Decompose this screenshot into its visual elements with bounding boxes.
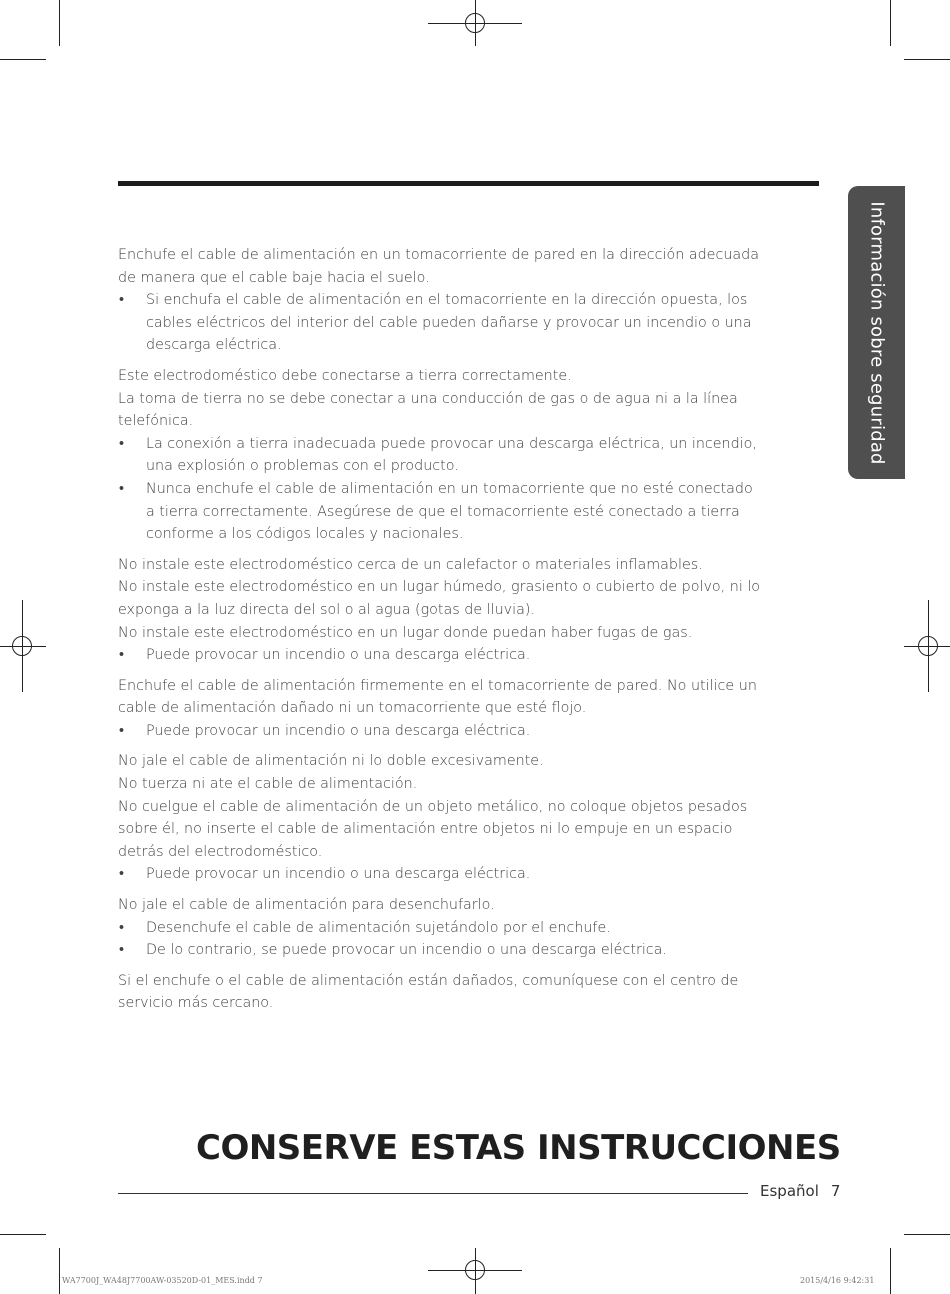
- header-rule: [118, 181, 819, 186]
- crop-mark: [0, 1234, 46, 1235]
- crop-mark: [59, 0, 60, 46]
- bullet-item: [118, 644, 818, 667]
- text-line: Si el enchufe o el cable de alimentación están dañados, comuníquese con el centro de: [118, 972, 739, 989]
- text-line: Enchufe el cable de alimentación en un tomacorriente de pared en la dirección adecuada: [118, 247, 759, 263]
- bullet-icon: •: [119, 866, 125, 883]
- bullet-item: [118, 939, 818, 962]
- text-line: No instale este electrodoméstico cerca de un calefactor o materiales inflamables.: [118, 556, 703, 573]
- imprint-filename: WA7700J_WA48J7700AW-03520D-01_MES.indd 7: [62, 1276, 263, 1285]
- crop-mark: [904, 1234, 950, 1235]
- section-side-tab: [848, 186, 905, 479]
- bullet-icon: •: [119, 942, 125, 959]
- text-line: La toma de tierra no se debe conectar a una conducción de gas o de agua ni a la línea: [118, 390, 738, 407]
- bullet-icon: •: [119, 919, 125, 936]
- text-line: exponga a la luz directa del sol o al agua (gotas de lluvia).: [118, 601, 535, 618]
- text-line: de manera que el cable baje hacia el suelo.: [118, 269, 430, 286]
- text-line: No instale este electrodoméstico en un lugar húmedo, grasiento o cubierto de polvo, ni lo: [118, 579, 761, 596]
- paragraph-block: [118, 365, 818, 546]
- paragraph-block: [118, 894, 818, 962]
- footer-rule: [118, 1193, 748, 1194]
- bullet-item: [118, 863, 818, 886]
- bullet-icon: •: [119, 480, 125, 497]
- text-line: No jale el cable de alimentación ni lo doble excesivamente.: [118, 753, 544, 770]
- safety-instructions-body: [118, 244, 818, 1023]
- crop-mark: [890, 0, 891, 46]
- paragraph-block: [118, 750, 818, 886]
- crop-mark: [59, 1248, 60, 1294]
- text-line: Enchufe el cable de alimentación firmemente en el tomacorriente de pared. No utilice un: [118, 677, 757, 694]
- bullet-text-line: descarga eléctrica.: [146, 337, 282, 354]
- bullet-text-line: Puede provocar un incendio o una descarga eléctrica.: [146, 722, 531, 739]
- crop-mark: [890, 1248, 891, 1294]
- text-line: No cuelgue el cable de alimentación de un objeto metálico, no coloque objetos pesados: [118, 798, 748, 815]
- text-line: detrás del electrodoméstico.: [118, 843, 323, 860]
- bullet-text-line: Si enchufa el cable de alimentación en el tomacorriente en la dirección opuesta, los: [146, 292, 748, 309]
- bullet-item: [118, 433, 818, 478]
- crop-mark: [0, 59, 46, 60]
- language-label: Español: [760, 1182, 819, 1200]
- bullet-text-line: Puede provocar un incendio o una descarga eléctrica.: [146, 866, 531, 883]
- text-line: telefónica.: [118, 413, 194, 430]
- imprint-timestamp: 2015/4/16 9:42:31: [800, 1276, 875, 1285]
- paragraph-block: [118, 244, 818, 357]
- bullet-text-line: La conexión a tierra inadecuada puede provocar una descarga eléctrica, un incendio,: [146, 435, 757, 452]
- bullet-icon: •: [119, 435, 125, 452]
- bullet-text-line: una explosión o problemas con el producto.: [146, 458, 459, 475]
- text-line: No jale el cable de alimentación para desenchufarlo.: [118, 897, 495, 914]
- page-number: 7: [830, 1182, 841, 1200]
- paragraph-block: [118, 554, 818, 667]
- side-tab-label: Información sobre seguridad: [866, 200, 887, 465]
- paragraph-block: [118, 675, 818, 743]
- page-label: [760, 1182, 840, 1200]
- bullet-item: [118, 289, 818, 357]
- bullet-item: [118, 917, 818, 940]
- crop-mark: [904, 59, 950, 60]
- bullet-icon: •: [119, 722, 125, 739]
- bullet-text-line: cables eléctricos del interior del cable pueden dañarse y provocar un incendio o una: [146, 314, 752, 331]
- bullet-text-line: conforme a los códigos locales y nacionales.: [146, 526, 464, 543]
- bullet-text-line: Desenchufe el cable de alimentación sujetándolo por el enchufe.: [146, 919, 611, 936]
- bullet-text-line: Nunca enchufe el cable de alimentación en un tomacorriente que no esté conectado: [146, 480, 753, 497]
- text-line: Este electrodoméstico debe conectarse a tierra correctamente.: [118, 367, 572, 384]
- bullet-item: [118, 478, 818, 546]
- bullet-icon: •: [119, 292, 125, 309]
- text-line: servicio más cercano.: [118, 995, 274, 1012]
- bullet-text-line: a tierra correctamente. Asegúrese de que el tomacorriente esté conectado a tierra: [146, 503, 740, 520]
- text-line: sobre él, no inserte el cable de alimentación entre objetos ni lo empuje en un espacio: [118, 821, 733, 838]
- bullet-text-line: Puede provocar un incendio o una descarga eléctrica.: [146, 647, 531, 664]
- bullet-icon: •: [119, 647, 125, 664]
- bullet-item: [118, 720, 818, 743]
- footer-title: CONSERVE ESTAS INSTRUCCIONES: [196, 1128, 841, 1168]
- text-line: No instale este electrodoméstico en un lugar donde puedan haber fugas de gas.: [118, 624, 693, 641]
- bullet-text-line: De lo contrario, se puede provocar un incendio o una descarga eléctrica.: [146, 942, 667, 959]
- text-line: No tuerza ni ate el cable de alimentación.: [118, 776, 418, 793]
- text-line: cable de alimentación dañado ni un tomacorriente que esté flojo.: [118, 700, 587, 717]
- paragraph-block: [118, 970, 818, 1015]
